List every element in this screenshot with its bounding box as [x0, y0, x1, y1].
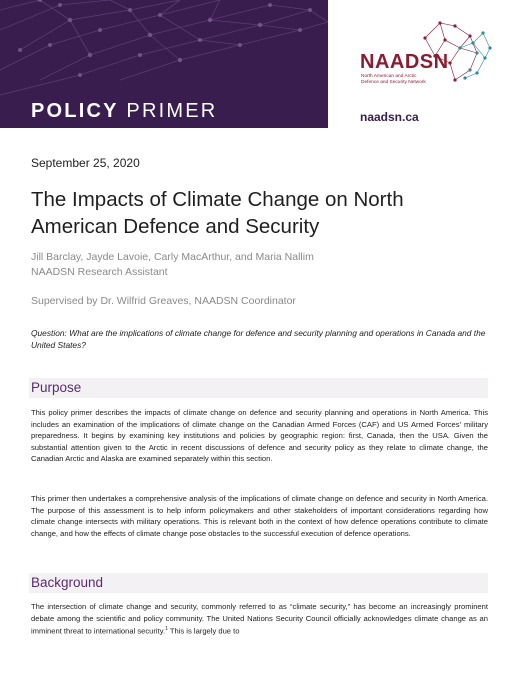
document-title: The Impacts of Climate Change on North American Defence and Security — [31, 188, 404, 238]
publication-date: September 25, 2020 — [31, 156, 140, 170]
purpose-heading-band — [29, 378, 488, 398]
footnote-marker[interactable]: 1 — [165, 626, 168, 633]
purpose-paragraph-1: This policy primer describes the impacts of climate change on defence and security planning and operations in North America. This includes an examination of the implications of climate change on the Canadian Armed Forces (CAF) and US Armed Forces’ military preparedness. It begins by examining key institutions and policies by geographic region: first, Canada, then the USA. Given the substantial attention given to the Arctic in recent discussions of defence and security policy as they relate to climate change, the Canadian Arctic and Alaska are examined separately within this section. — [31, 408, 488, 464]
logo-subtitle: North American and Arctic Defence and Security Network — [361, 74, 426, 85]
purpose-heading: Purpose — [31, 380, 82, 395]
background-paragraph-1 — [31, 601, 488, 637]
header-banner — [0, 0, 328, 128]
author-role: NAADSN Research Assistant — [31, 266, 168, 278]
authors-list: Jill Barclay, Jayde Lavoie, Carly MacArthur, and Maria Nallim — [31, 251, 314, 263]
background-text-tail: This is largely due to — [167, 626, 240, 636]
author-block — [31, 250, 314, 280]
background-heading: Background — [31, 575, 104, 590]
policy-primer-title: POLICY PRIMER — [31, 100, 218, 122]
logo-wordmark: NAADSN — [360, 51, 449, 73]
naadsn-logo — [355, 18, 495, 98]
purpose-paragraph-2: This primer then undertakes a comprehensive analysis of the implications of climate change on defence and security in North America. The purpose of this assessment is to help inform policymakers and other stakeholders of important considerations regarding how climate change intersects with military operations. This is relevant both in the context of how defence operations contribute to climate change, and how the effects of climate change pose obstacles to the successful execution of defence operations. — [31, 494, 488, 538]
research-question: Question: What are the implications of climate change for defence and security planning and operations in Canada and the United States? — [31, 328, 486, 350]
supervisor-line: Supervised by Dr. Wilfrid Greaves, NAADSN Coordinator — [31, 295, 296, 307]
site-url[interactable]: naadsn.ca — [360, 110, 419, 124]
background-text: The intersection of climate change and security, commonly referred to as “climate security,” has become an increasingly prominent debate among the scientific and policy community. The United Nations Security Council officially acknowledges climate change as an imminent threat to international security. — [31, 602, 488, 636]
